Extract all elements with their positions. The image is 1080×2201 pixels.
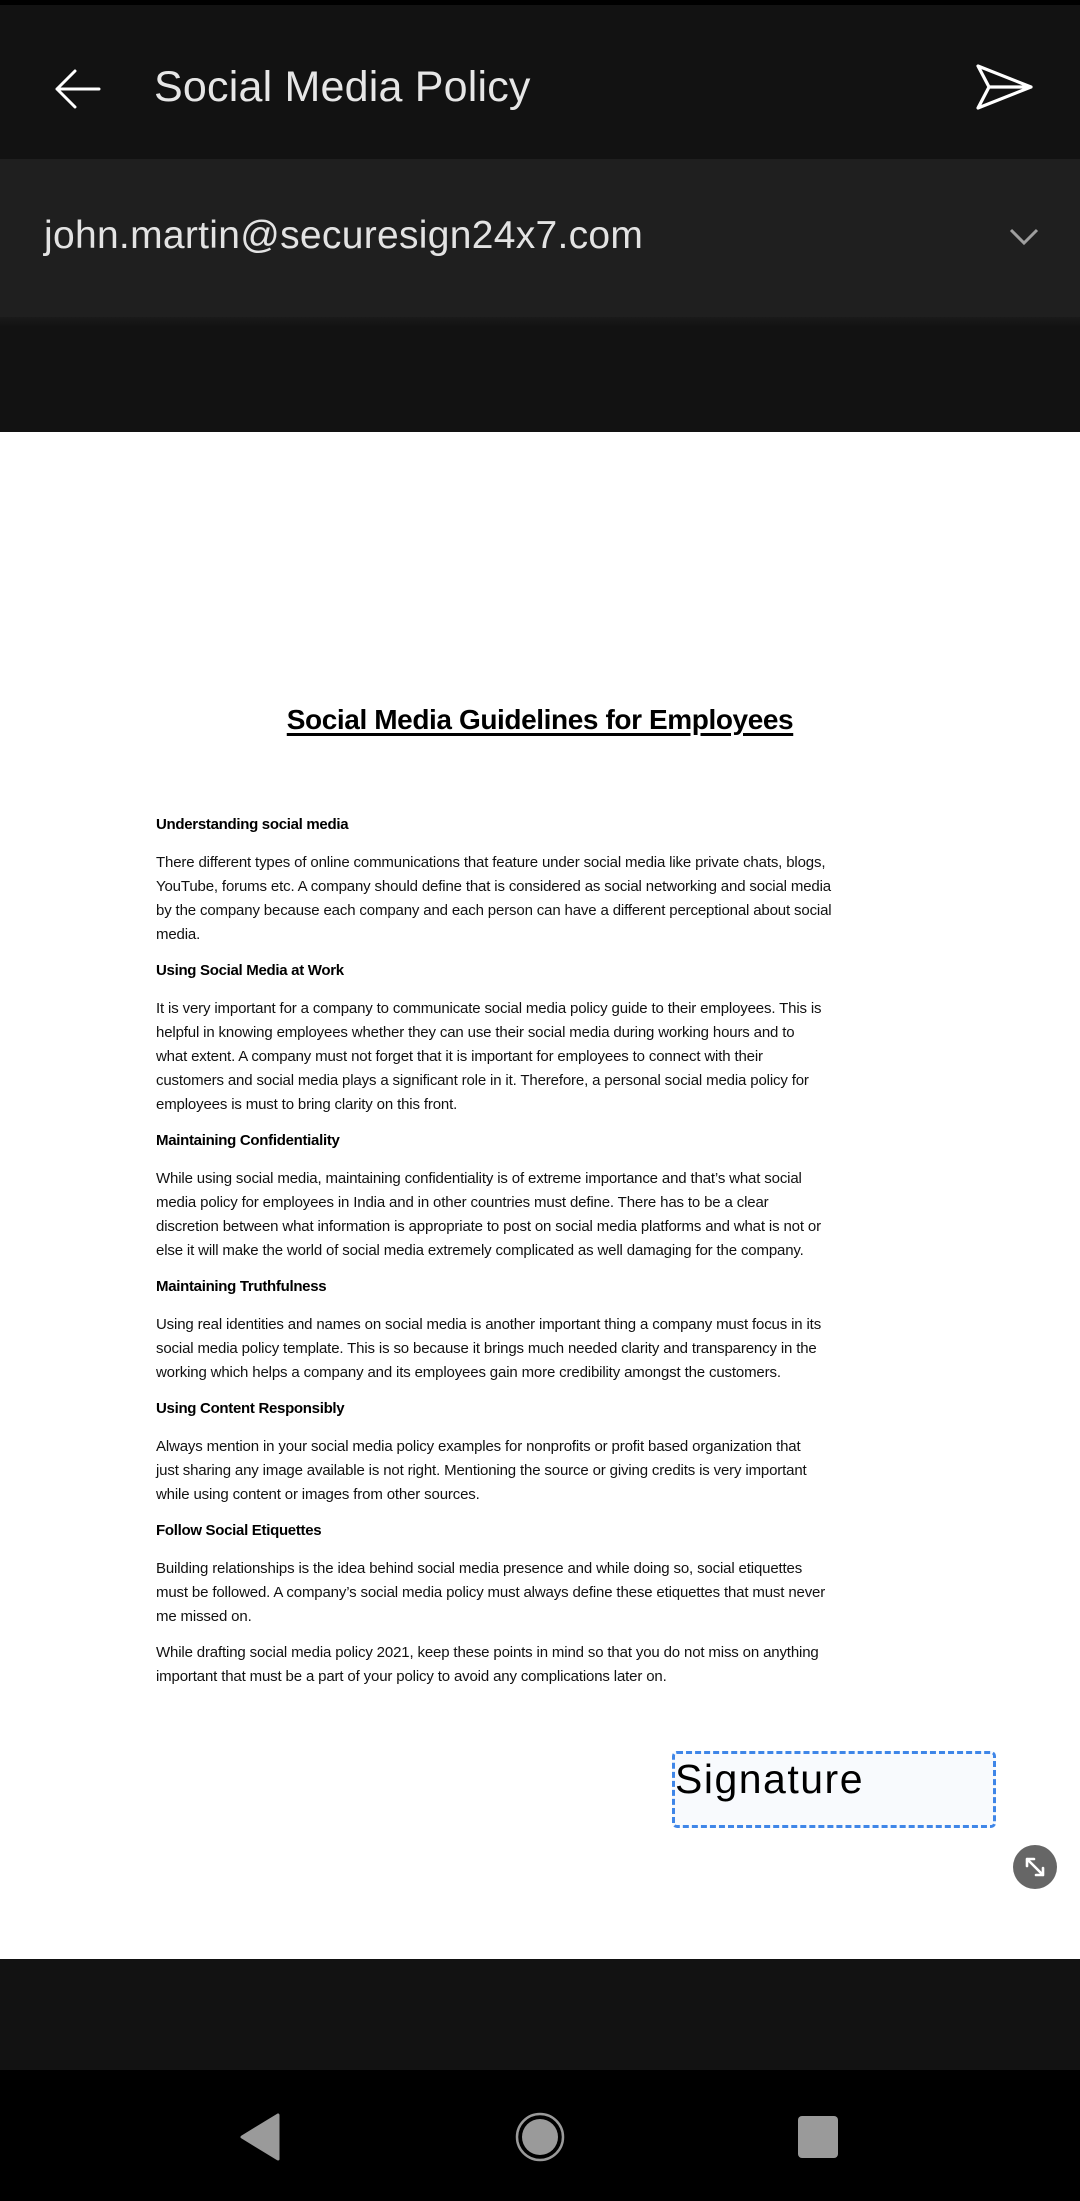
paragraph-line: YouTube, forums etc. A company should define that is considered as social networking and social media: [156, 878, 831, 895]
paragraph-line: It is very important for a company to communicate social media policy guide to their employees. This is: [156, 1000, 822, 1017]
paragraph-line: must be followed. A company’s social media policy must always define these etiquettes that must never: [156, 1584, 826, 1601]
chevron-down-icon: [1006, 225, 1042, 251]
paragraph-line: while using content or images from other sources.: [156, 1486, 480, 1503]
arrow-left-icon: [54, 69, 102, 109]
nav-home-button[interactable]: [510, 2106, 590, 2170]
signer-email: john.martin@securesign24x7.com: [44, 214, 644, 257]
bottom-toolbar: [0, 1959, 1080, 2070]
nav-recents-button[interactable]: [796, 2106, 876, 2170]
paragraph-line: social media policy template. This is so because it brings much needed clarity and transparency in the: [156, 1340, 817, 1357]
signer-dropdown[interactable]: [0, 159, 1080, 317]
signature-field[interactable]: [672, 1751, 996, 1828]
paragraph-line: media.: [156, 926, 201, 943]
section-heading: Using Social Media at Work: [156, 962, 344, 979]
section-heading: Understanding social media: [156, 816, 349, 833]
paragraph-line: Building relationships is the idea behind social media presence and while doing so, social etiquettes: [156, 1560, 803, 1577]
paragraph-line: While using social media, maintaining confidentiality is of extreme importance and that’s what social: [156, 1170, 802, 1187]
system-nav-bar: [0, 2070, 1080, 2201]
back-button[interactable]: [40, 55, 114, 121]
section-heading: Follow Social Etiquettes: [156, 1522, 322, 1539]
send-button[interactable]: [960, 45, 1050, 131]
paragraph-line: employees is must to bring clarity on this front.: [156, 1096, 458, 1113]
toolbar: [0, 5, 1080, 159]
paragraph-line: While drafting social media policy 2021, keep these points in mind so that you do not miss on anything: [156, 1644, 819, 1661]
document-page: [0, 432, 1080, 1959]
paragraph-line: Always mention in your social media policy examples for nonprofits or profit based organization that: [156, 1438, 801, 1455]
paragraph-line: Using real identities and names on social media is another important thing a company must focus in its: [156, 1316, 822, 1333]
paragraph-line: important that must be a part of your policy to avoid any complications later on.: [156, 1668, 667, 1685]
paragraph-line: There different types of online communications that feature under social media like private chats, blogs,: [156, 854, 826, 871]
page-title: Social Media Policy: [154, 63, 531, 111]
signature-label: Signature: [675, 1756, 865, 1802]
paragraph-line: media policy for employees in India and in other countries must define. There has to be a clear: [156, 1194, 769, 1211]
paragraph-line: what extent. A company must not forget that it is important for employees to connect with their: [156, 1048, 763, 1065]
document-title: Social Media Guidelines for Employees: [286, 704, 794, 735]
paragraph-line: by the company because each company and each person can have a different perceptional about social: [156, 902, 832, 919]
paragraph-line: helpful in knowing employees whether they can use their social media during working hours and to: [156, 1024, 795, 1041]
section-heading: Maintaining Truthfulness: [156, 1278, 327, 1295]
nav-back-button[interactable]: [234, 2106, 314, 2170]
send-icon: [976, 63, 1034, 111]
paragraph-line: else it will make the world of social media extremely complicated as well damaging for the company.: [156, 1242, 804, 1259]
resize-diagonal-icon: [1024, 1856, 1046, 1878]
paragraph-line: customers and social media plays a significant role in it. Therefore, a personal social media policy for: [156, 1072, 809, 1089]
resize-handle[interactable]: [1013, 1845, 1057, 1889]
paragraph-line: working which helps a company and its employees gain more credibility amongst the customers.: [156, 1364, 781, 1381]
paragraph-line: just sharing any image available is not right. Mentioning the source or giving credits is very important: [156, 1462, 807, 1479]
section-heading: Maintaining Confidentiality: [156, 1132, 340, 1149]
section-heading: Using Content Responsibly: [156, 1400, 345, 1417]
nav-recents-icon: [796, 2106, 840, 2170]
paragraph-line: me missed on.: [156, 1608, 252, 1625]
paragraph-line: discretion between what information is appropriate to post on social media platforms and what is not or: [156, 1218, 821, 1235]
nav-home-icon: [510, 2106, 570, 2170]
nav-back-icon: [234, 2106, 284, 2170]
